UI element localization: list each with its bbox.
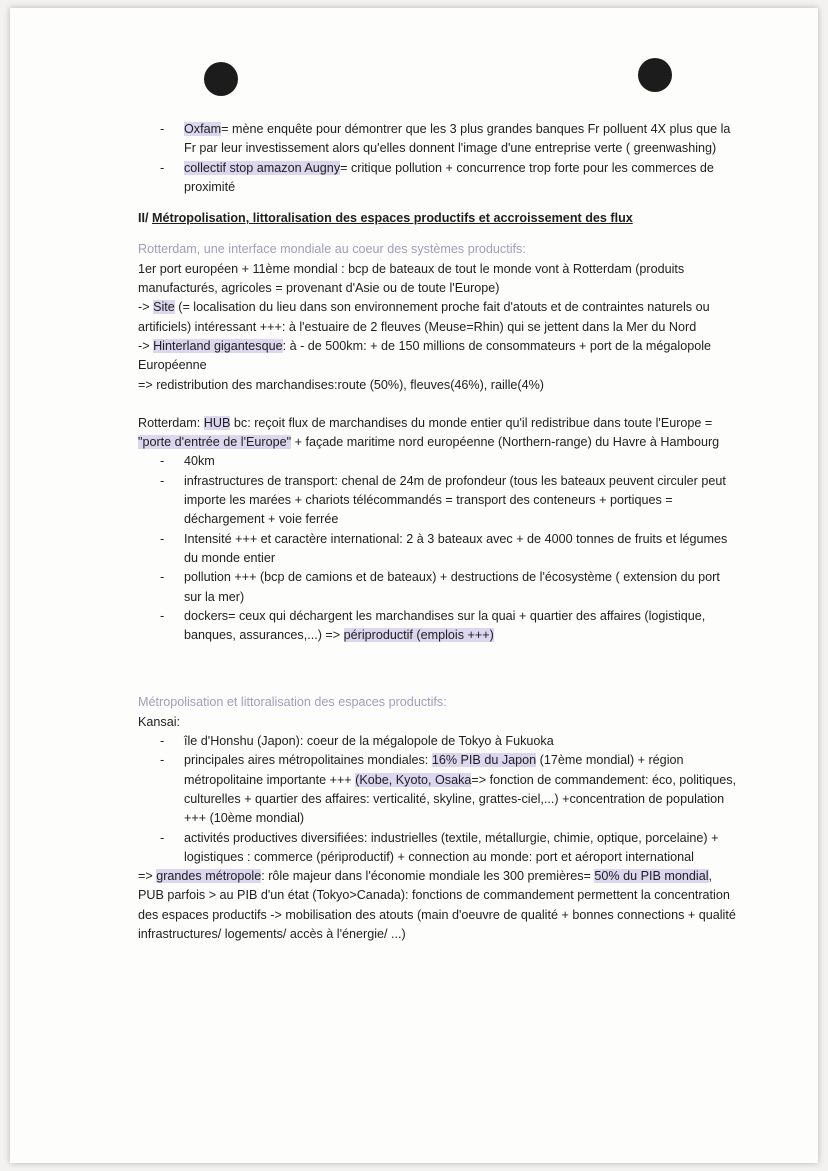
rotterdam-redistribution: => redistribution des marchandises:route (50%), fleuves(46%), raille(4%) xyxy=(138,377,544,392)
list-item: - dockers= ceux qui déchargent les marchandises sur la quai + quartier des affaires (logistique, banques, assurances,...) => périproductif (emplois +++) xyxy=(138,607,738,646)
kansai-conclusion: => grandes métropole: rôle majeur dans l'économie mondiale les 300 premières= 50% du PIB mondial, PUB parfois > au PIB d'un état (Tokyo>Canada): fonctions de commandement permettent la concentration des espaces productifs -> mobilisation des atouts (main d'oeuvre de qualité + bonnes connections + qualité infrastructures/ logements/ accès à l'énergie/ ...) xyxy=(138,869,736,941)
rotterdam-hinterland: -> Hinterland gigantesque: à - de 500km: + de 150 millions de consommateurs + port de la mégalopole Européenne xyxy=(138,338,712,373)
kansai-label: Kansai: xyxy=(138,714,181,729)
punch-hole-left xyxy=(204,62,238,96)
top-bullet-list xyxy=(138,120,738,197)
list-item: - île d'Honshu (Japon): coeur de la mégalopole de Tokyo à Fukuoka xyxy=(138,732,738,751)
rotterdam-subtitle: Rotterdam, une interface mondiale au coeur des systèmes productifs: xyxy=(138,242,526,257)
spacer xyxy=(138,645,738,683)
rotterdam-site: -> Site (= localisation du lieu dans son environnement proche fait d'atouts et de contraintes naturels ou artificiels) intéressant +++: à l'estuaire de 2 fleuves (Meuse=Rhin) qui se jettent dans la Mer du Nord xyxy=(138,300,710,334)
notes-body xyxy=(138,120,738,944)
list-item: - collectif stop amazon Augny= critique pollution + concurrence trop forte pour les commerces de proximité xyxy=(138,159,738,198)
list-item: - infrastructures de transport: chenal de 24m de profondeur (tous les bateaux peuvent circuler peut importe les marées + chariots télécommandés = transport des conteneurs + portiques = déchargement + voie ferrée xyxy=(138,472,738,530)
kansai-subtitle: Métropolisation et littoralisation des espaces productifs: xyxy=(138,695,447,710)
paper-sheet xyxy=(10,8,818,1163)
list-item: - Oxfam= mène enquête pour démontrer que les 3 plus grandes banques Fr polluent 4X plus que la Fr par leur investissement alors qu'elles donnent l'image d'une entreprise verte ( greenwashing) xyxy=(138,120,738,159)
list-item: - pollution +++ (bcp de camions et de bateaux) + destructions de l'écosystème ( extension du port sur la mer) xyxy=(138,568,738,607)
kansai-bullet-list xyxy=(138,732,738,867)
list-item: - Intensité +++ et caractère international: 2 à 3 bateaux avec + de 4000 tonnes de fruits et légumes du monde entier xyxy=(138,530,738,569)
punch-hole-right xyxy=(638,58,672,92)
rotterdam-line1: 1er port européen + 11ème mondial : bcp de bateaux de tout le monde vont à Rotterdam (produits manufacturés, agricoles = provenant d'Asie ou de toute l'Europe) xyxy=(138,261,685,296)
list-item: - activités productives diversifiées: industrielles (textile, métallurgie, chimie, optique, porcelaine) + logistiques : commerce (périproductif) + connection au monde: port et aéroport international xyxy=(138,829,738,868)
list-item: - 40km xyxy=(138,452,738,471)
hub-paragraph: Rotterdam: HUB bc: reçoit flux de marchandises du monde entier qu'il redistribue dans toute l'Europe = "porte d'entrée de l'Europe" + façade maritime nord européenne (Northern-range) du Havre à Hambourg xyxy=(138,415,720,450)
section-heading: II/ Métropolisation, littoralisation des espaces productifs et accroissement des flux xyxy=(138,211,633,226)
hub-bullet-list xyxy=(138,452,738,645)
list-item: - principales aires métropolitaines mondiales: 16% PIB du Japon (17ème mondial) + région métropolitaine importante +++ (Kobe, Kyoto, Osaka=> fonction de commandement: éco, politiques, culturelles + quartier des affaires: verticalité, skyline, grattes-ciel,...) +concentration de population +++ (10ème mondial) xyxy=(138,751,738,828)
spacer xyxy=(138,395,738,414)
